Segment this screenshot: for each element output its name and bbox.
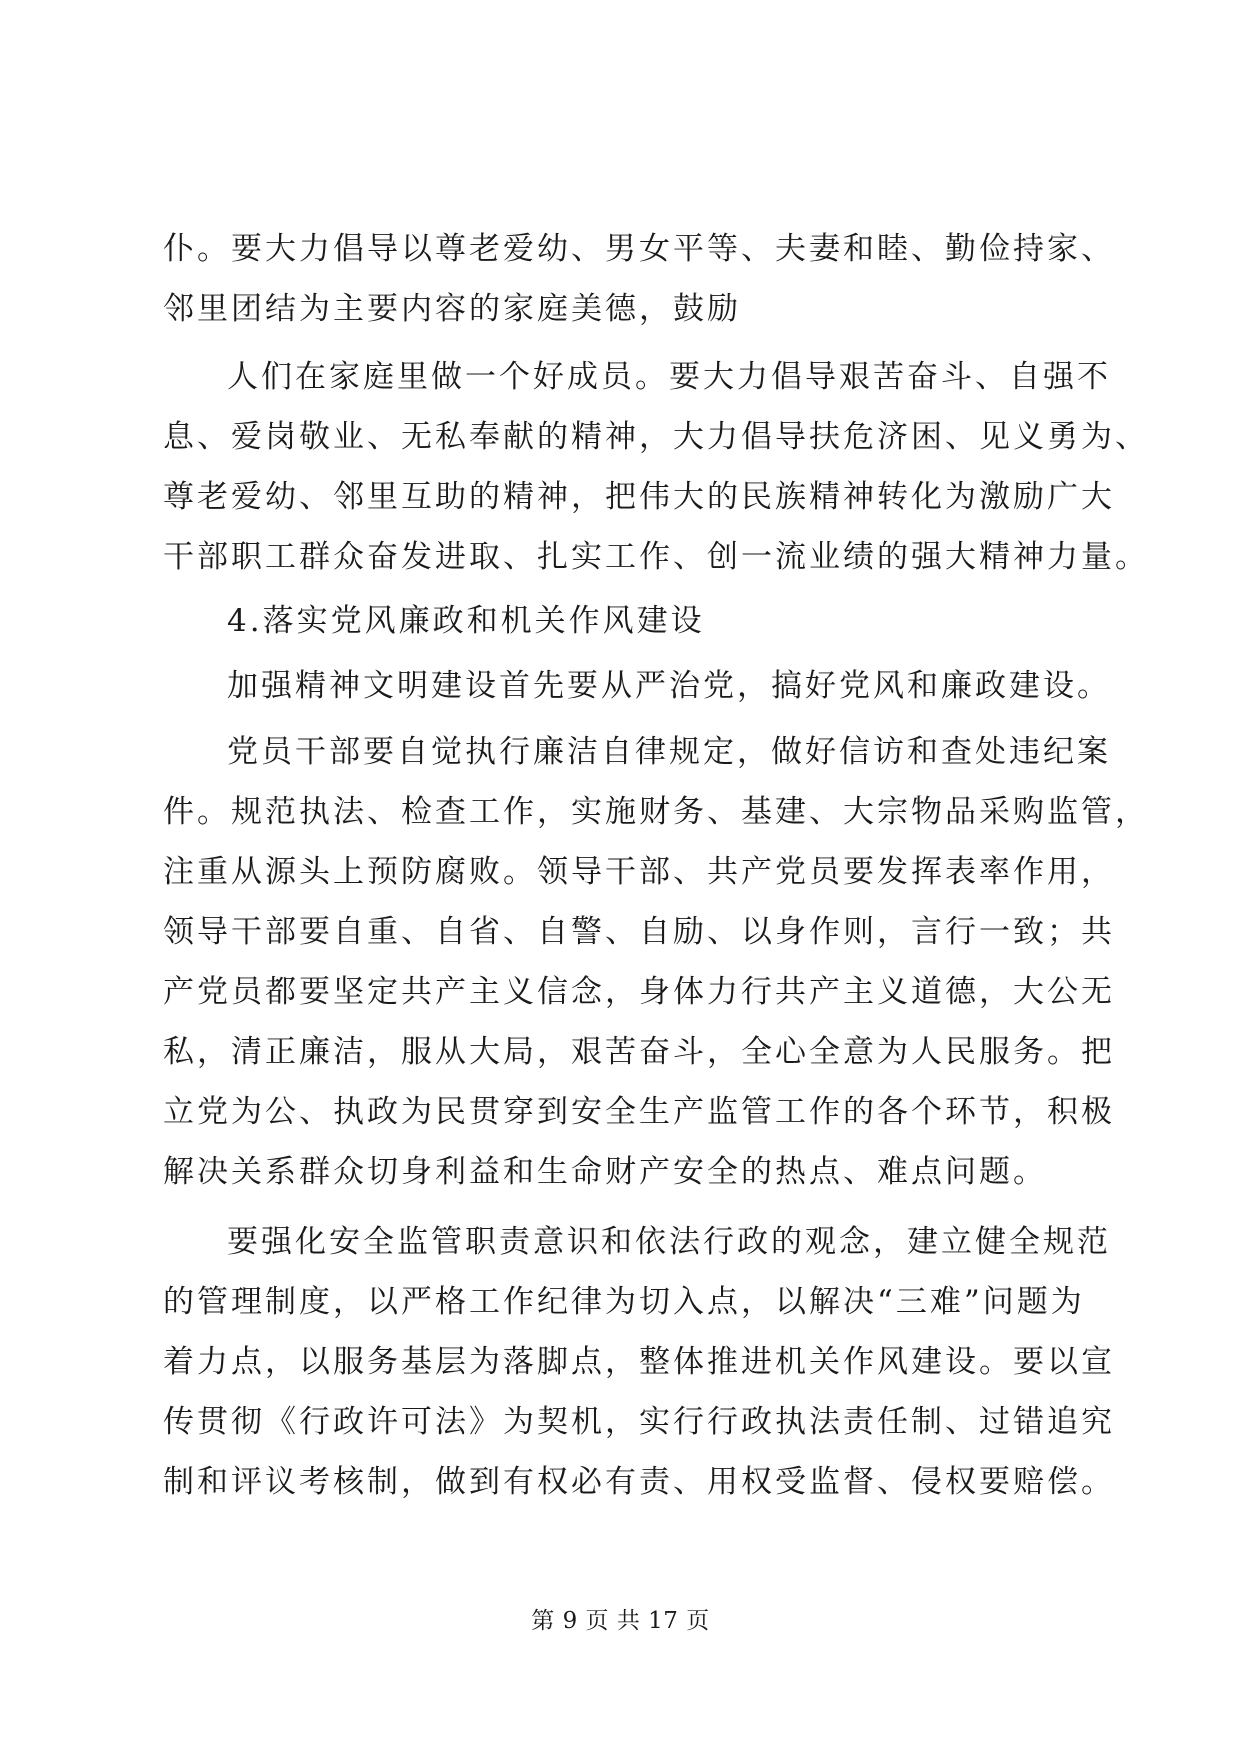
text-line: 干部职工群众奋发进取、扎实工作、创一流业绩的强大精神力量。 — [163, 539, 1149, 575]
text-line: 件。规范执法、检查工作，实施财务、基建、大宗物品采购监管， — [163, 794, 1149, 830]
paragraph-start-line: 党员干部要自觉执行廉洁自律规定，做好信访和查处违纪案 — [227, 734, 1111, 770]
text-line: 仆。要大力倡导以尊老爱幼、男女平等、夫妻和睦、勤俭持家、 — [163, 231, 1115, 267]
text-line: 息、爱岗敬业、无私奉献的精神，大力倡导扶危济困、见义勇为、 — [163, 419, 1149, 455]
text-line: 注重从源头上预防腐败。领导干部、共产党员要发挥表率作用， — [163, 854, 1115, 890]
text-line: 的管理制度，以严格工作纪律为切入点，以解决“三难”问题为 — [163, 1284, 1085, 1320]
text-line: 邻里团结为主要内容的家庭美德，鼓励 — [163, 291, 741, 327]
text-line: 尊老爱幼、邻里互助的精神，把伟大的民族精神转化为激励广大 — [163, 479, 1115, 515]
page-number-label: 第 9 页 共 17 页 — [531, 1608, 710, 1634]
text-line: 产党员都要坚定共产主义信念，身体力行共产主义道德，大公无 — [163, 974, 1115, 1010]
paragraph-start-line: 要强化安全监管职责意识和依法行政的观念，建立健全规范 — [227, 1224, 1111, 1260]
paragraph-start-line: 人们在家庭里做一个好成员。要大力倡导艰苦奋斗、自强不 — [227, 359, 1111, 395]
paragraph-start-line: 加强精神文明建设首先要从严治党，搞好党风和廉政建设。 — [227, 668, 1111, 704]
page-footer — [0, 1606, 1241, 1636]
text-line: 着力点，以服务基层为落脚点，整体推进机关作风建设。要以宣 — [163, 1344, 1115, 1380]
text-line: 解决关系群众切身利益和生命财产安全的热点、难点问题。 — [163, 1154, 1047, 1190]
text-line: 制和评议考核制，做到有权必有责、用权受监督、侵权要赔偿。 — [163, 1464, 1115, 1500]
text-line: 领导干部要自重、自省、自警、自励、以身作则，言行一致；共 — [163, 914, 1115, 950]
text-line: 传贯彻《行政许可法》为契机，实行行政执法责任制、过错追究 — [163, 1404, 1115, 1440]
text-line: 立党为公、执政为民贯穿到安全生产监管工作的各个环节，积极 — [163, 1094, 1115, 1130]
text-line: 私，清正廉洁，服从大局，艰苦奋斗，全心全意为人民服务。把 — [163, 1034, 1115, 1070]
section-heading: 4.落实党风廉政和机关作风建设 — [227, 603, 705, 639]
